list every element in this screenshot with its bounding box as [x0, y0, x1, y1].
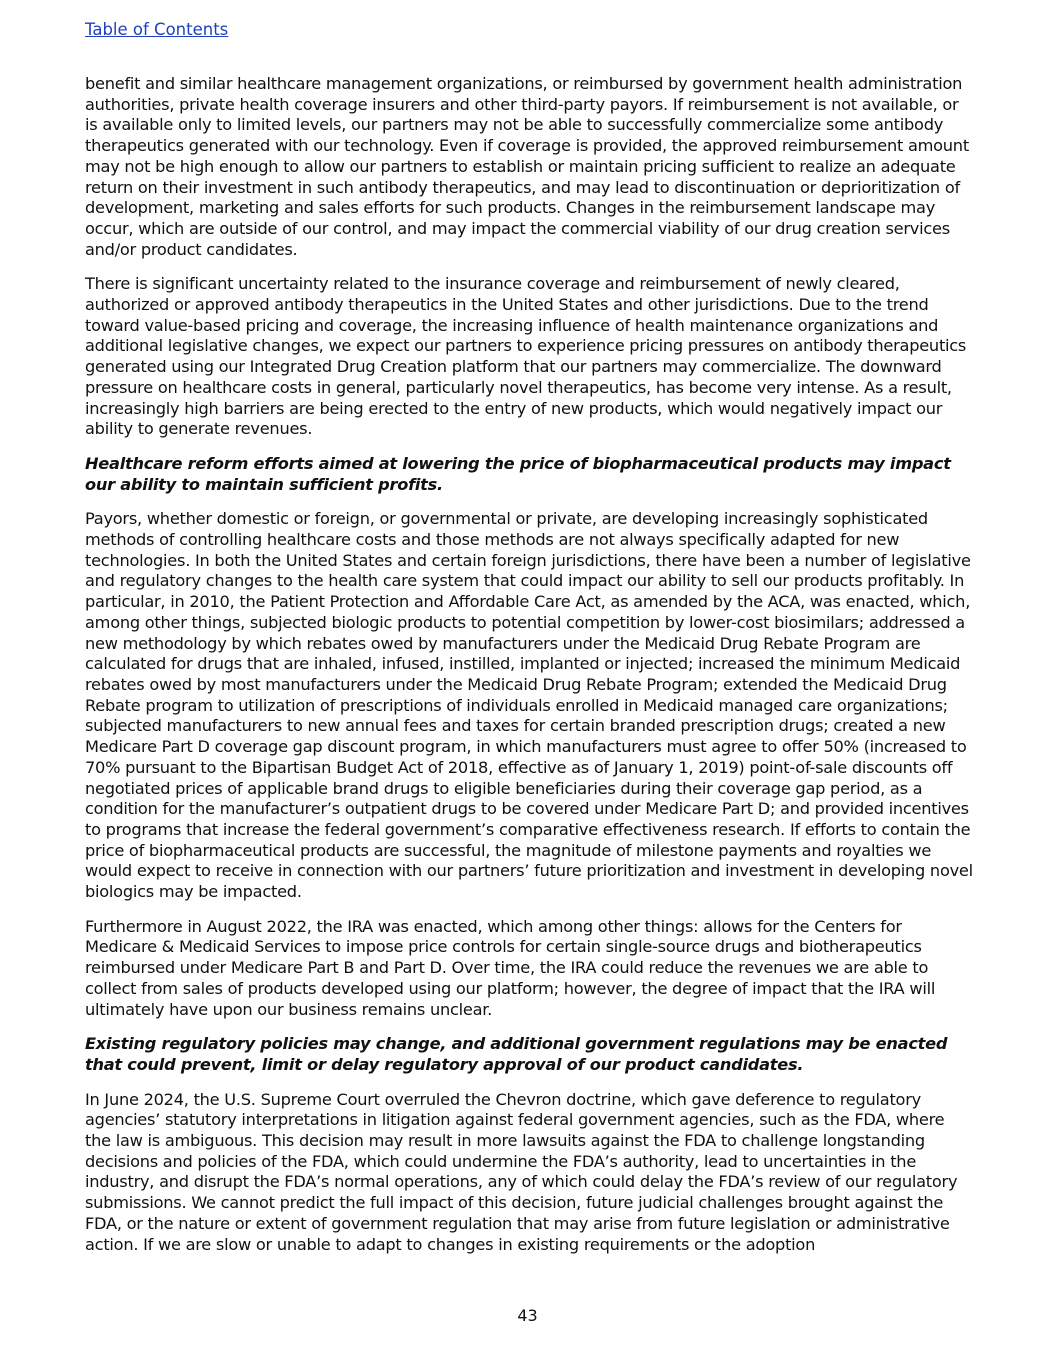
document-body: [85, 74, 973, 1269]
heading-regulatory-policies: Existing regulatory policies may change, and additional government regulations may be enacted that could prevent, limit or delay regulatory approval of our product candidates.: [85, 1034, 948, 1074]
heading-healthcare-reform: Healthcare reform efforts aimed at lowering the price of biopharmaceutical products may impact our ability to maintain sufficient profits.: [85, 453, 951, 494]
paragraph-reimbursement-availability: benefit and similar healthcare management organizations, or reimbursed by government health administration authorities, private health coverage insurers and other third-party payors. If reimbursement is not available, or is available only to limited levels, our partners may not be able to successfully commercialize some antibody therapeutics generated with our technology. Even if coverage is provided, the approved reimbursement amount may not be high enough to allow our partners to establish or maintain pricing sufficient to realize an adequate return on their investment in such antibody therapeutics, and may lead to discontinuation or deprioritization of development, marketing and sales efforts for such products. Changes in the reimbursement landscape may occur, which are outside of our control, and may impact the commercial viability of our drug creation services and/or product candidates.: [85, 74, 969, 259]
paragraph-ira-enactment: Furthermore in August 2022, the IRA was enacted, which among other things: allows for the Centers for Medicare & Medicaid Services to impose price controls for certain single-source drugs and biotherapeutics reimbursed under Medicare Part B and Part D. Over time, the IRA could reduce the revenues we are able to collect from sales of products developed using our platform; however, the degree of impact that the IRA will ultimately have upon our business remains unclear.: [85, 916, 936, 1019]
table-of-contents-link[interactable]: Table of Contents: [85, 20, 229, 39]
paragraph-payors-cost-control: Payors, whether domestic or foreign, or governmental or private, are developing increasingly sophisticated methods of controlling healthcare costs and those methods are not always specifically adapted for new technologies. In both the United States and certain foreign jurisdictions, there have been a number of legislative and regulatory changes to the health care system that could impact our ability to sell our products profitably. In particular, in 2010, the Patient Protection and Affordable Care Act, as amended by the ACA, was enacted, which, among other things, subjected biologic products to potential competition by lower-cost biosimilars; addressed a new methodology by which rebates owed by manufacturers under the Medicaid Drug Rebate Program are calculated for drugs that are inhaled, infused, instilled, implanted or injected; increased the minimum Medicaid rebates owed by most manufacturers under the Medicaid Drug Rebate Program; extended the Medicaid Drug Rebate program to utilization of prescriptions of individuals enrolled in Medicaid managed care organizations; subjected manufacturers to new annual fees and taxes for certain branded prescription drugs; created a new Medicare Part D coverage gap discount program, in which manufacturers must agree to offer 50% (increased to 70% pursuant to the Bipartisan Budget Act of 2018, effective as of January 1, 2019) point-of-sale discounts off negotiated prices of applicable brand drugs to eligible beneficiaries during their coverage gap period, as a condition for the manufacturer’s outpatient drugs to be covered under Medicare Part D; and provided incentives to programs that increase the federal government’s comparative effectiveness research. If efforts to contain the price of biopharmaceutical products are successful, the magnitude of milestone payments and royalties we would expect to receive in connection with our partners’ future prioritization and investment in developing novel biologics may be impacted.: [85, 509, 973, 902]
paragraph-chevron-doctrine: In June 2024, the U.S. Supreme Court overruled the Chevron doctrine, which gave deference to regulatory agencies’ statutory interpretations in litigation against federal government agencies, such as the FDA, where the law is ambiguous. This decision may result in more lawsuits against the FDA to challenge longstanding decisions and policies of the FDA, which could undermine the FDA’s authority, lead to uncertainties in the industry, and disrupt the FDA’s normal operations, any of which could delay the FDA’s review of our regulatory submissions. We cannot predict the full impact of this decision, future judicial challenges brought against the FDA, or the nature or extent of government regulation that may arise from future legislation or administrative action. If we are slow or unable to adapt to changes in existing requirements or the adoption: [85, 1089, 958, 1254]
paragraph-coverage-uncertainty: There is significant uncertainty related to the insurance coverage and reimbursement of newly cleared, authorized or approved antibody therapeutics in the United States and other jurisdictions. Due to the trend toward value-based pricing and coverage, the increasing influence of health maintenance organizations and additional legislative changes, we expect our partners to experience pricing pressures on antibody therapeutics generated using our Integrated Drug Creation platform that our partners may commercialize. The downward pressure on healthcare costs in general, particularly novel therapeutics, has become very intense. As a result, increasingly high barriers are being erected to the entry of new products, which would negatively impact our ability to generate revenues.: [85, 274, 967, 439]
page-number: 43: [517, 1306, 538, 1325]
